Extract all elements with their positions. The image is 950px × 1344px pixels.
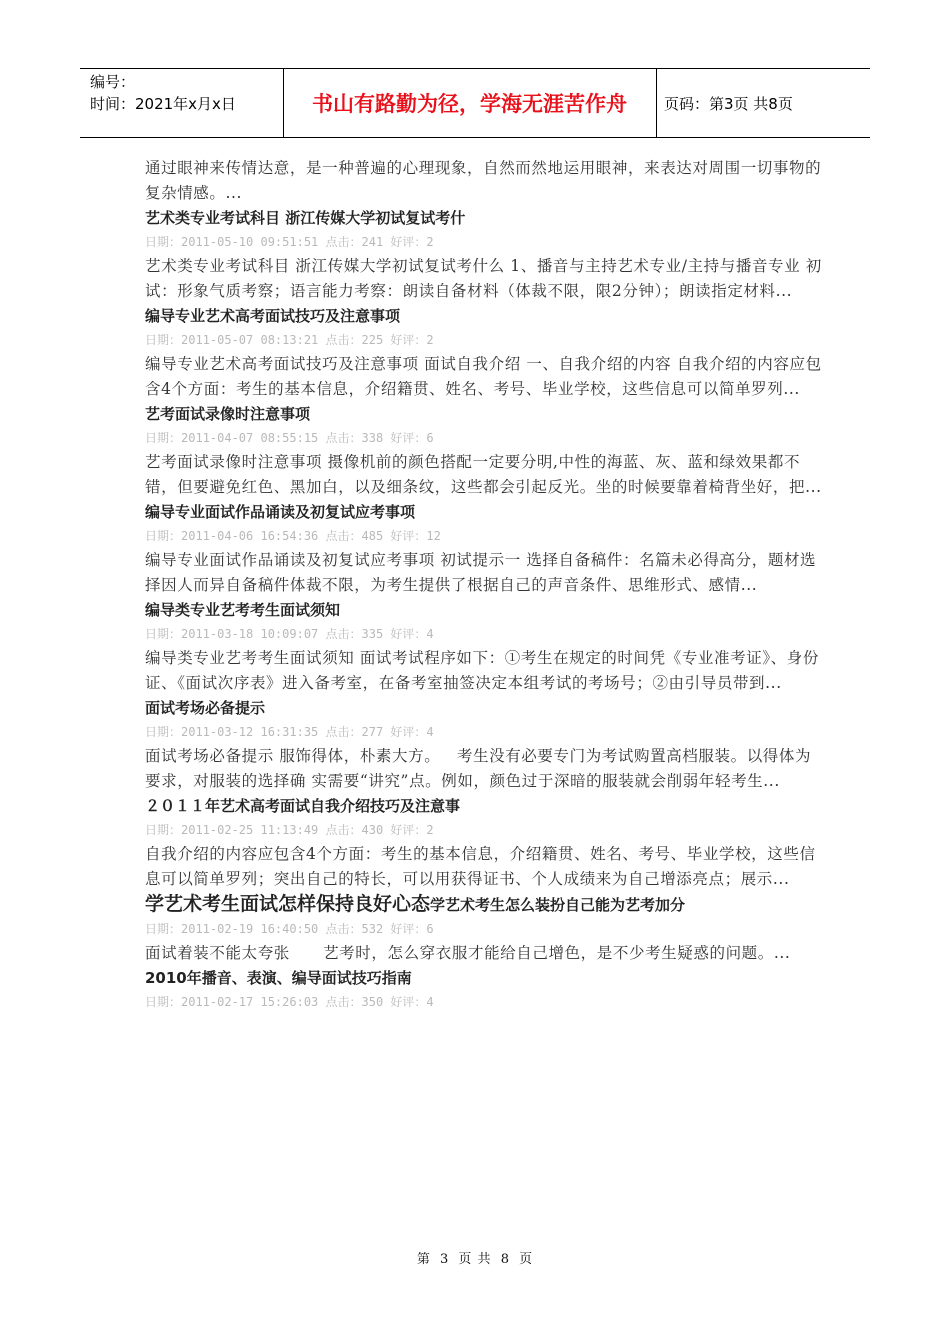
article-summary: 艺术类专业考试科目 浙江传媒大学初试复试考什么 1、播音与主持艺术专业/主持与播音专业 初试：形象气质考察；语言能力考察：朗读自备材料（体裁不限，限2分钟）；朗读指定材料... (145, 257, 822, 300)
page-footer (0, 1248, 950, 1267)
article-meta: 日期：2011-03-12 16:31:35 点击：277 好评：4 (145, 725, 434, 739)
footer-suffix: 页 (519, 1252, 534, 1267)
article-title-link[interactable] (145, 892, 825, 917)
article-meta: 日期：2011-02-19 16:40:50 点击：532 好评：6 (145, 922, 434, 936)
list-item (145, 892, 825, 966)
intro-paragraph: 通过眼神来传情达意，是一种普遍的心理现象，自然而然地运用眼神，来表达对周围一切事物的复杂情感。... (145, 159, 822, 202)
article-meta: 日期：2011-05-10 09:51:51 点击：241 好评：2 (145, 235, 434, 249)
header-left-block (90, 71, 236, 115)
list-item (145, 402, 825, 500)
list-item (145, 696, 825, 794)
article-summary: 编导专业面试作品诵读及初复试应考事项 初试提示一 选择自备稿件：名篇未必得高分，题材选择因人而异自备稿件体裁不限，为考生提供了根据自己的声音条件、思维形式、感情... (145, 551, 817, 594)
list-item (145, 794, 825, 892)
list-item (145, 500, 825, 598)
document-header (80, 68, 870, 138)
footer-middle: 页 共 (458, 1252, 492, 1267)
article-title-link[interactable]: 艺术类专业考试科目 浙江传媒大学初试复试考什 (145, 209, 466, 227)
header-page-info: 页码：第3页 共8页 (664, 94, 793, 113)
article-summary: 面试着装不能太夸张 艺考时，怎么穿衣服才能给自己增色，是不少考生疑惑的问题。... (145, 944, 791, 962)
article-summary: 艺考面试录像时注意事项 摄像机前的颜色搭配一定要分明,中性的海蓝、灰、蓝和绿效果都不错，但要避免红色、黑加白，以及细条纹，这些都会引起反光。坐的时候要靠着椅背坐好，把... (145, 453, 822, 496)
footer-prefix: 第 (416, 1252, 431, 1267)
list-item (145, 206, 825, 304)
header-motto: 书山有路勤为径，学海无涯苦作舟 (312, 92, 627, 116)
article-meta: 日期：2011-03-18 10:09:07 点击：335 好评：4 (145, 627, 434, 641)
footer-total-pages: 8 (500, 1252, 510, 1267)
article-title-sub: 学艺术考生怎么装扮自己能为艺考加分 (430, 896, 686, 914)
document-date-label: 时间：2021年x月x日 (90, 95, 236, 113)
article-title-link[interactable]: 艺考面试录像时注意事项 (145, 405, 311, 423)
article-title-link[interactable]: 编导专业艺术高考面试技巧及注意事项 (145, 307, 401, 325)
footer-current-page: 3 (440, 1252, 450, 1267)
list-item (145, 304, 825, 402)
article-meta: 日期：2011-04-06 16:54:36 点击：485 好评：12 (145, 529, 441, 543)
list-item (145, 598, 825, 696)
article-meta: 日期：2011-04-07 08:55:15 点击：338 好评：6 (145, 431, 434, 445)
article-title-link[interactable]: ２０１１年艺术高考面试自我介绍技巧及注意事 (145, 797, 461, 815)
article-summary: 编导类专业艺考考生面试须知 面试考试程序如下：①考生在规定的时间凭《专业准考证》、身份证、《面试次序表》进入备考室，在备考室抽签决定本组考试的考场号；②由引导员带到... (145, 649, 819, 692)
article-meta: 日期：2011-02-17 15:26:03 点击：350 好评：4 (145, 995, 434, 1009)
article-title-link[interactable]: 编导专业面试作品诵读及初复试应考事项 (145, 503, 416, 521)
article-summary: 编导专业艺术高考面试技巧及注意事项 面试自我介绍 一、自我介绍的内容 自我介绍的内容应包含4个方面：考生的基本信息，介绍籍贯、姓名、考号、毕业学校，这些信息可以简单罗列... (145, 355, 822, 398)
document-number-label: 编号： (90, 73, 136, 91)
article-summary: 自我介绍的内容应包含4个方面：考生的基本信息，介绍籍贯、姓名、考号、毕业学校，这些信息可以简单罗列；突出自己的特长，可以用获得证书、个人成绩来为自己增添亮点；展示... (145, 845, 816, 888)
article-list (145, 156, 825, 1014)
article-meta: 日期：2011-05-07 08:13:21 点击：225 好评：2 (145, 333, 434, 347)
article-title-link[interactable]: 面试考场必备提示 (145, 699, 266, 717)
header-divider (656, 69, 657, 137)
article-meta: 日期：2011-02-25 11:13:49 点击：430 好评：2 (145, 823, 434, 837)
article-title-link[interactable]: 2010年播音、表演、编导面试技巧指南 (145, 969, 412, 987)
article-summary: 面试考场必备提示 服饰得体，朴素大方。 考生没有必要专门为考试购置高档服装。以得体为要求，对服装的选择确 实需要“讲究”点。例如，颜色过于深暗的服装就会削弱年轻考生... (145, 747, 812, 790)
list-item (145, 966, 825, 1014)
article-title-link[interactable]: 编导类专业艺考考生面试须知 (145, 601, 341, 619)
article-title-main: 学艺术考生面试怎样保持良好心态 (145, 893, 431, 915)
